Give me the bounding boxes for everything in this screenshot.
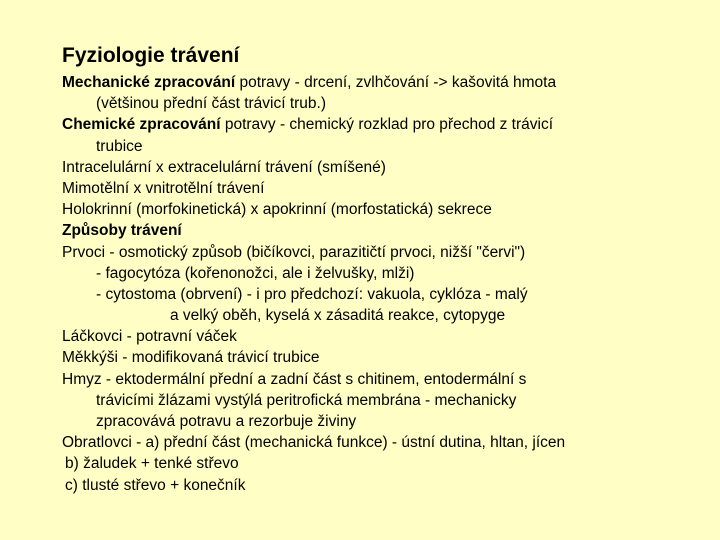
line-text: - cytostoma (obrvení) - i pro předchozí: vakuola, cyklóza - malý	[96, 285, 528, 303]
slide-title: Fyziologie trávení	[62, 44, 240, 67]
line-text: Hmyz - ektodermální přední a zadní část s chitinem, entodermální s	[62, 370, 527, 388]
slide-body	[62, 72, 712, 496]
text-line	[62, 157, 712, 178]
line-text: c) tlusté střevo + konečník	[65, 476, 246, 494]
line-text: a velký oběh, kyselá x zásaditá reakce, cytopyge	[170, 307, 506, 325]
section-heading: Způsoby trávení	[62, 222, 182, 240]
text-line	[62, 347, 712, 368]
line-text: Mimotělní x vnitrotělní trávení	[62, 179, 265, 197]
bold-term: Chemické zpracování	[62, 116, 221, 134]
text-line	[62, 369, 712, 390]
line-text: potravy - drcení, zvlhčování -> kašovitá hmota	[235, 74, 557, 91]
text-line	[62, 263, 712, 284]
text-line	[62, 178, 712, 199]
line-text: zpracovává potravu a rezorbuje živiny	[96, 413, 357, 430]
text-line	[62, 284, 712, 305]
text-line	[62, 199, 712, 220]
text-line	[62, 72, 712, 93]
line-text: trubice	[96, 137, 143, 155]
text-line	[62, 453, 712, 474]
text-line	[62, 220, 712, 241]
line-text: Intracelulární x extracelulární trávení (smíšené)	[62, 158, 386, 176]
text-line	[62, 93, 712, 114]
text-line	[62, 114, 712, 135]
text-line	[62, 305, 712, 326]
line-text: trávicími žlázami vystýlá peritrofická membrána - mechanicky	[96, 391, 517, 409]
text-line	[62, 432, 712, 453]
line-text: - fagocytóza (kořenonožci, ale i želvušky, mlži)	[96, 264, 415, 282]
line-text: potravy - chemický rozklad pro přechod z trávicí	[220, 116, 554, 134]
text-line	[62, 242, 712, 263]
bold-term: Mechanické zpracování	[62, 74, 236, 91]
text-line	[62, 136, 712, 157]
line-text: Láčkovci - potravní váček	[62, 328, 237, 346]
text-line	[62, 475, 712, 496]
line-text: (většinou přední část trávicí trub.)	[96, 95, 327, 113]
text-line	[62, 411, 712, 432]
line-text: Prvoci - osmotický způsob (bičíkovci, parazitičtí prvoci, nižší "červi")	[62, 243, 526, 261]
text-line	[62, 326, 712, 347]
text-line	[62, 390, 712, 411]
line-text: b) žaludek + tenké střevo	[65, 455, 239, 473]
line-text: Holokrinní (morfokinetická) x apokrinní (morfostatická) sekrece	[62, 201, 492, 219]
line-text: Měkkýši - modifikovaná trávicí trubice	[62, 349, 320, 367]
line-text: Obratlovci - a) přední část (mechanická funkce) - ústní dutina, hltan, jícen	[62, 434, 566, 452]
